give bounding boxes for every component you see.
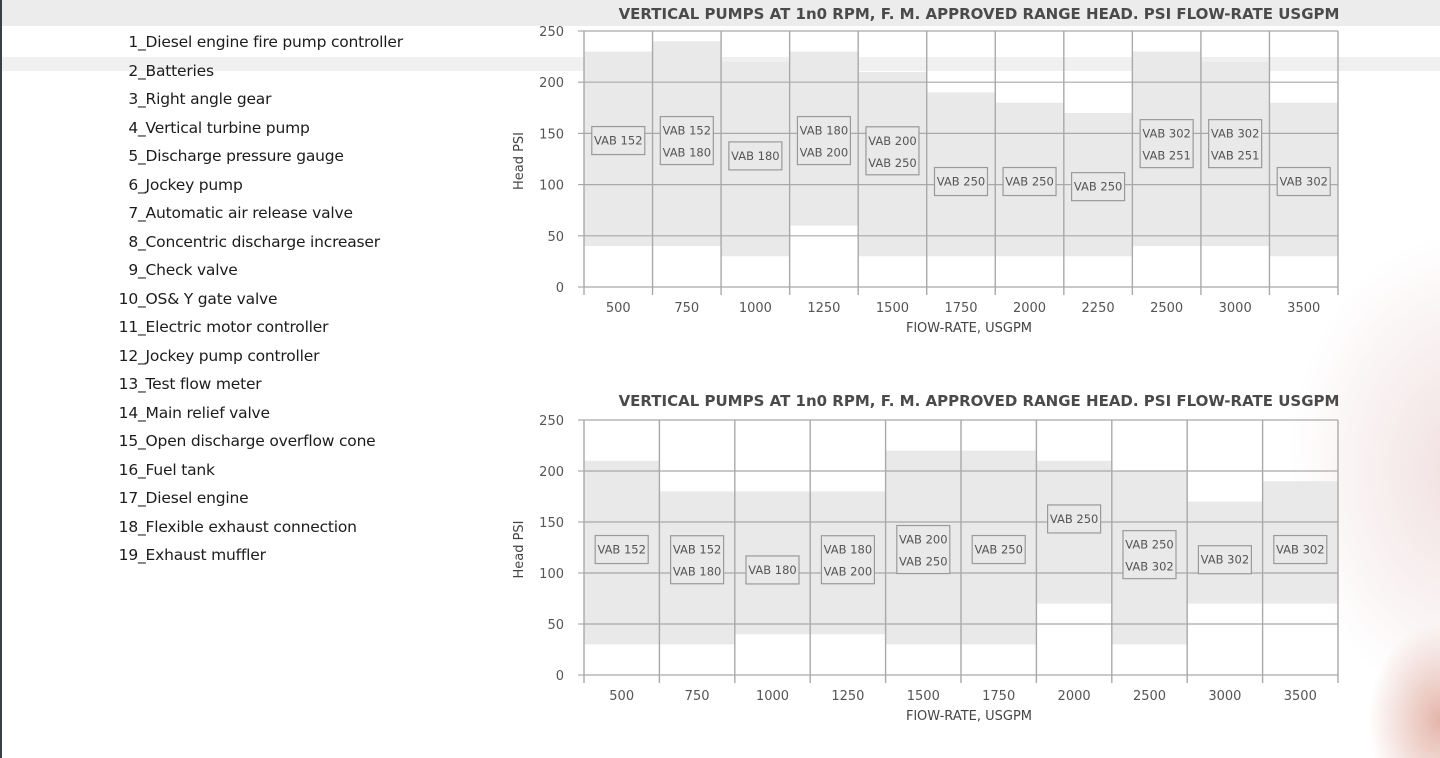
pump-model-label: VAB 302 xyxy=(1279,174,1328,189)
legend-item-label: _Batteries xyxy=(138,61,214,80)
pump-model-box xyxy=(1003,168,1056,196)
pump-model-box xyxy=(797,117,850,165)
pump-model-box xyxy=(1198,546,1251,574)
legend-item-label: _Concentric discharge increaser xyxy=(138,232,380,251)
pump-model-box xyxy=(866,127,919,175)
y-tick-label: 250 xyxy=(539,414,564,429)
pump-model-box xyxy=(1140,120,1193,168)
legend-item-label: _Main relief valve xyxy=(138,403,270,422)
legend-item-number: 19 xyxy=(118,546,138,564)
legend-item-number: 4 xyxy=(128,118,138,137)
x-tick-label: 2500 xyxy=(1132,689,1167,704)
y-tick-label: 150 xyxy=(539,516,564,531)
legend-item-number: 13 xyxy=(118,375,138,393)
legend-item-label: _OS& Y gate valve xyxy=(138,289,278,308)
chart-bottom xyxy=(0,385,1440,725)
y-tick-label: 0 xyxy=(555,669,564,684)
x-tick-label: 3500 xyxy=(1283,689,1317,704)
pump-model-box xyxy=(1072,173,1125,201)
x-tick-label: 1000 xyxy=(755,689,790,704)
y-tick-label: 100 xyxy=(539,178,564,194)
pump-model-label: VAB 250 xyxy=(899,554,948,569)
legend-item-number: 12 xyxy=(118,346,138,365)
y-tick-label: 200 xyxy=(539,76,564,92)
x-tick-label: 2500 xyxy=(1150,301,1184,316)
pump-model-box xyxy=(595,536,648,564)
legend-item-number: 3 xyxy=(128,90,138,108)
pump-model-box xyxy=(897,526,950,574)
y-tick-label: 50 xyxy=(547,618,564,633)
pump-model-label: VAB 200 xyxy=(899,532,948,547)
pump-model-label: VAB 251 xyxy=(1142,148,1191,163)
x-tick-label: 2000 xyxy=(1012,301,1047,316)
pump-model-box xyxy=(1274,536,1327,564)
x-tick-label: 1750 xyxy=(944,301,978,316)
pump-model-label: VAB 250 xyxy=(1049,511,1099,526)
pump-model-label: VAB 152 xyxy=(597,542,646,557)
pump-model-box xyxy=(671,536,724,584)
legend-item-label: _Diesel engine xyxy=(138,489,249,507)
legend-item-label: _Vertical turbine pump xyxy=(138,118,310,137)
legend-item-number: 11 xyxy=(118,318,138,336)
legend-item-label: _Jockey pump controller xyxy=(138,346,320,365)
pump-model-label: VAB 180 xyxy=(823,542,873,557)
legend-item-number: 16 xyxy=(118,460,138,479)
legend-item-label: _Open discharge overflow cone xyxy=(138,432,376,450)
legend-item-label: _Fuel tank xyxy=(138,460,215,479)
legend-item-number: 17 xyxy=(118,489,138,507)
legend-item-number: 9 xyxy=(128,261,138,279)
pump-model-label: VAB 152 xyxy=(594,133,643,148)
chart-title: VERTICAL PUMPS AT 1n0 RPM, F. M. APPROVED RANGE HEAD. PSI FLOW-RATE USGPM xyxy=(618,392,1340,410)
y-tick-label: 150 xyxy=(539,127,564,143)
x-axis-title: FlOW-RATE, USGPM xyxy=(905,321,1033,336)
legend-item-number: 10 xyxy=(118,289,138,308)
legend-item-number: 8 xyxy=(128,232,138,251)
y-axis-title: Head PSI xyxy=(512,520,527,579)
pump-model-label: VAB 302 xyxy=(1142,126,1191,141)
legend-item-label: _Diesel engine fire pump controller xyxy=(138,33,403,51)
chart-top xyxy=(0,0,1440,340)
legend-item-number: 5 xyxy=(128,147,138,165)
y-tick-label: 200 xyxy=(539,465,564,480)
pump-model-label: VAB 200 xyxy=(868,133,917,148)
legend-item-label: _Check valve xyxy=(138,261,238,279)
x-tick-label: 3000 xyxy=(1218,301,1252,316)
pump-model-label: VAB 180 xyxy=(731,148,780,163)
y-tick-label: 0 xyxy=(555,281,564,296)
x-tick-label: 1750 xyxy=(982,689,1016,704)
pump-model-box xyxy=(1048,505,1101,533)
pump-model-label: VAB 180 xyxy=(748,562,797,577)
legend-item-number: 1 xyxy=(128,33,138,51)
x-tick-label: 1250 xyxy=(831,689,865,704)
pump-model-box xyxy=(1209,120,1262,168)
y-tick-label: 100 xyxy=(539,567,564,582)
pump-model-box xyxy=(746,556,799,584)
legend-item-label: _Jockey pump xyxy=(138,175,243,194)
chart-title: VERTICAL PUMPS AT 1n0 RPM, F. M. APPROVED RANGE HEAD. PSI FLOW-RATE USGPM xyxy=(618,5,1340,23)
pump-model-label: VAB 250 xyxy=(1005,174,1054,189)
legend-item xyxy=(0,344,440,373)
x-tick-label: 750 xyxy=(674,301,700,316)
pump-model-box xyxy=(935,168,988,196)
legend-item-label: _Electric motor controller xyxy=(138,318,329,336)
legend-item-label: _Flexible exhaust connection xyxy=(138,517,357,536)
pump-model-box xyxy=(1123,531,1176,579)
x-tick-label: 1500 xyxy=(906,689,940,704)
legend-item-label: _Automatic air release valve xyxy=(138,204,353,222)
x-tick-label: 2250 xyxy=(1081,301,1115,316)
legend-item-number: 6 xyxy=(128,175,138,194)
legend-item-number: 14 xyxy=(118,403,138,422)
pump-model-box xyxy=(821,536,874,584)
legend-item-label: _Discharge pressure gauge xyxy=(138,147,344,165)
legend-item-number: 18 xyxy=(118,517,138,536)
x-tick-label: 500 xyxy=(609,689,635,704)
legend-item-number: 7 xyxy=(128,204,138,222)
x-tick-label: 1500 xyxy=(875,301,910,316)
pump-model-box xyxy=(1277,168,1330,196)
pump-model-label: VAB 250 xyxy=(868,155,917,170)
legend-item-label: _Exhaust muffler xyxy=(138,546,266,564)
x-tick-label: 3500 xyxy=(1287,301,1321,316)
x-tick-label: 1250 xyxy=(807,301,841,316)
pump-model-label: VAB 250 xyxy=(1125,537,1174,552)
legend-item-number: 15 xyxy=(118,432,138,450)
pump-model-label: VAB 200 xyxy=(799,145,849,160)
x-axis-title: FlOW-RATE, USGPM xyxy=(905,709,1033,724)
pump-model-label: VAB 302 xyxy=(1200,552,1250,567)
pump-model-label: VAB 302 xyxy=(1210,126,1260,141)
x-tick-label: 500 xyxy=(605,301,631,316)
pump-model-label: VAB 152 xyxy=(672,542,722,557)
pump-model-label: VAB 180 xyxy=(672,564,722,579)
legend-item-label: _Right angle gear xyxy=(138,90,272,108)
y-tick-label: 50 xyxy=(547,229,564,245)
pump-model-box xyxy=(729,142,782,170)
pump-model-label: VAB 250 xyxy=(936,174,986,189)
pump-model-label: VAB 180 xyxy=(662,145,712,160)
pump-model-label: VAB 200 xyxy=(823,564,873,579)
pump-model-box xyxy=(660,117,713,165)
pump-model-label: VAB 250 xyxy=(974,542,1023,557)
pump-model-label: VAB 180 xyxy=(799,123,849,138)
pump-model-label: VAB 251 xyxy=(1210,148,1260,163)
x-tick-label: 750 xyxy=(684,689,710,704)
x-tick-label: 3000 xyxy=(1208,689,1242,704)
pump-model-label: VAB 250 xyxy=(1073,179,1123,194)
x-tick-label: 1000 xyxy=(738,301,772,316)
y-axis-title: Head PSI xyxy=(512,131,527,191)
pump-model-box xyxy=(592,127,645,155)
x-tick-label: 2000 xyxy=(1057,689,1091,704)
pump-model-label: VAB 152 xyxy=(662,123,712,138)
legend-item-number: 2 xyxy=(128,61,138,80)
y-tick-label: 250 xyxy=(539,25,564,40)
pump-model-label: VAB 302 xyxy=(1125,559,1174,574)
pump-model-label: VAB 302 xyxy=(1276,542,1325,557)
pump-model-box xyxy=(972,536,1025,564)
legend-item-label: _Test flow meter xyxy=(138,375,262,393)
